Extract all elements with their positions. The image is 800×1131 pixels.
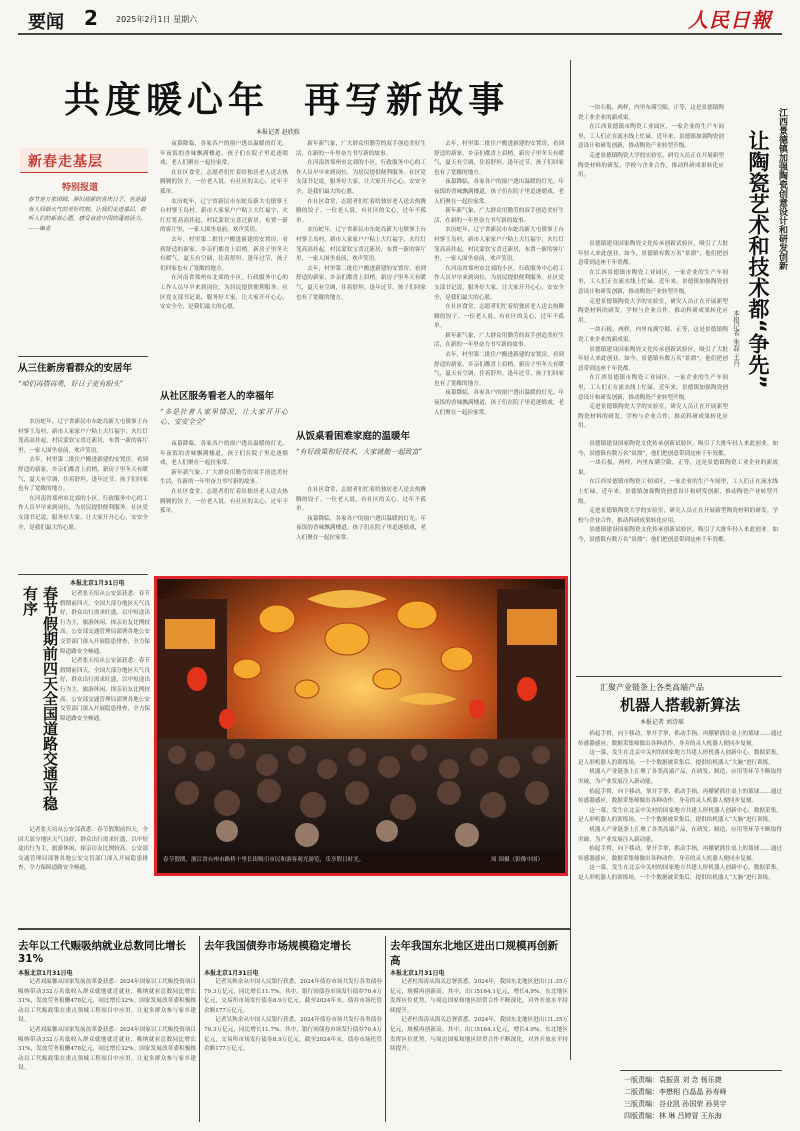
section-name: 要闻 (28, 12, 64, 33)
robot-para-7: 抬起手臂，向下移动，掌开手掌，抓动手指，再攥紧抓住桌上的篮球……通过传感器感应，数据采集师做出各种动作，身旁的灵人机器人便同步复刻。 (578, 846, 782, 862)
lead-para-19: 去年，村里第二批住户搬进新建的安置房，看到舒适的新家，乡亲们都喜上眉梢。新房子里冬天有暖气，夏天有空调，住着舒坦。逢年过节，孩子们回家也有了宽敞的地方。 (434, 141, 564, 176)
right-para-14: 走进景德镇陶瓷大学的实验室，研究人员正在开展新型陶瓷材料的研发。学校与企业合作，推动科研成果转化应用。 (578, 508, 778, 524)
section-1 (18, 360, 148, 390)
bottom-story-3-dateline: 本报北京1月31日电 (390, 970, 445, 977)
column-tag-title: 新春走基层 (28, 154, 103, 170)
section-2-title: 从社区服务看老人的幸福年 (160, 391, 275, 402)
lead-para-6: 农历蛇年，辽宁省新民市东蛇岛新大屯镇寥王台村寥王岛村，新市人家家户户粘上大红福字，火红灯笼高高挂起。村民蒙钦宝喜迁新居，布置一新的客厅里，一家人围坐桌前，欢声笑语。 (160, 198, 288, 234)
left-story-dateline: 本报北京1月31日电 (70, 580, 125, 587)
right-story-headline: 让陶瓷艺术和技术都“争先” (746, 130, 770, 389)
staff-line-4: 四版责编：林 琳 吕婷冒 王东海 (624, 1112, 722, 1120)
paper-logo: 人民日報 (688, 8, 772, 32)
bottom-story-1-dateline: 本报北京1月31日电 (18, 970, 73, 977)
staff-line-3: 三版责编：谷业凯 孙国荣 孙昊宇 (624, 1100, 727, 1108)
bottom-story-1-body (18, 978, 196, 1126)
right-para-1: 一块石板，两样，内里布满空隙，正等，这是景德镇陶瓷工业企业的新成果。 (578, 105, 724, 121)
section-1-quote: “咱们再搭再勇，好日子更有盼头” (18, 380, 124, 388)
left-story-para-1: 记者张天培从公安部获悉：春节假期前四天，全国大部分地区天气良好，群众出行需求旺盛，以中短途出行为主，旅游休闲、探亲访友比例较高。公安部交通管理局部署各地公安交管部门深入开展隐患排查，全力保障道路安全畅通。 (60, 591, 150, 655)
robot-para-1: 抬起手臂，向下移动，掌开手掌，抓动手指，再攥紧抓住桌上的篮球……通过传感器感应，数据采集师做出各种动作，身旁的灵人机器人便同步复刻。 (578, 731, 782, 747)
bottom-row-rule (18, 928, 570, 930)
column-sub: 特别报道 (62, 183, 99, 193)
right-story-body-b (578, 440, 778, 672)
right-story-byline: 本报记者 朱磊 王丹 (732, 310, 740, 367)
bottom-story-2-para-2: 记者吴秋余从中国人民银行获悉，2024年债券市场共发行各类债券79.3万亿元，同比增长11.7%。其中，银行间债券市场发行债券70.4万亿元，交易所市场发行债券8.9万亿元。截至2024年末，债券市场托管余额177万亿元。 (204, 1017, 382, 1053)
bottom-separator-1 (199, 936, 200, 1122)
lead-para-25: 新年新气象，广大群众用勤劳的双手创造美好生活，在新的一年里奋力书写新的故事。 (434, 332, 564, 349)
bottom-story-3-para-1: 记者杜海涛从海关总署获悉，2024年，我国东北地区进出口1.35万亿元，规模再创新高。其中，出口5164.1亿元，增长4.9%。东北地区发挥区位优势，与周边国家和地区经贸合作不断深化，对外开放水平持续提升。 (390, 979, 568, 1014)
right-para-6: 走进景德镇陶瓷大学的实验室，研究人员正在开展新型陶瓷材料的研发。学校与企业合作，推动科研成果转化应用。 (578, 298, 728, 324)
lead-para-22: 农历蛇年，辽宁省新民市东蛇岛新大屯镇寥王台村寥王岛村，新市人家家户户粘上大红福字，火红灯笼高高挂起。村民蒙钦宝喜迁新居，布置一新的客厅里，一家人围坐桌前，欢声笑语。 (434, 227, 564, 263)
bottom-story-1 (18, 938, 196, 1072)
lead-para-17: 在社区食堂，志愿者们忙着给独居老人送去热腾腾的饺子。一位老人说，有社区的关心，过年不孤单。 (296, 487, 426, 513)
right-story-kicker: 江西景德镇加强陶瓷创意设计和研发创新 (777, 108, 787, 270)
issue-date: 2025年2月1日 星期六 (116, 15, 198, 24)
right-para-12: 一块石板，两样，内里布满空隙，正等，这是景德镇陶瓷工业企业的新成果。 (578, 460, 778, 476)
left-story-headline: 春节假期前四天全国道路交通平稳有序 (21, 586, 59, 811)
robot-para-5: 这一幕，发生在北京中关村的国家地方共建人形机器人创新中心。数据采集，是人形机器人的训练场，一个个数据被采集后，提供给机器人“大脑”进行训练。 (578, 807, 782, 824)
robot-body (578, 730, 782, 1066)
bottom-story-2-headline: 去年我国债券市场规模稳定增长 (204, 940, 351, 952)
lead-col-3b (296, 486, 426, 566)
robot-byline: 本报记者 刘诗瑶 (640, 719, 684, 726)
lead-para-5: 在社区食堂，志愿者们忙着给独居老人送去热腾腾的饺子。一位老人说，有社区的关心，过年不孤单。 (160, 169, 288, 195)
lantern-photo-image (157, 579, 565, 851)
lead-para-26: 去年，村里第二批住户搬进新建的安置房，看到舒适的新家，乡亲们都喜上眉梢。新房子里冬天有暖气，夏天有空调，住着舒坦。逢年过节，孩子们回家也有了宽敞的地方。 (434, 352, 564, 387)
lead-para-4: 夜幕降临，各家各户的窗户透出温暖的灯光。年夜饭的香味飘满楼道，孩子们在院子里追逐嬉戏，老人们聚在一起拉家常。 (160, 141, 288, 167)
robot-para-8: 这一幕，发生在北京中关村的国家地方共建人形机器人创新中心。数据采集，是人形机器人的训练场，一个个数据被采集后，提供给机器人“大脑”进行训练。 (578, 865, 782, 881)
bottom-story-2-dateline: 本报北京1月31日电 (204, 970, 259, 977)
left-story-rule (18, 574, 148, 575)
lead-para-18: 夜幕降临，各家各户的窗户透出温暖的灯光。年夜饭的香味飘满楼道，孩子们在院子里追逐嬉戏，老人们聚在一起拉家常。 (296, 515, 426, 541)
right-para-2: 在江西景德镇市陶瓷工业园区，一家企业的生产车间里，工人们正在流水线上忙碌。近年来，景德镇加强陶瓷创意设计和研发创新，推动陶瓷产业转型升级。 (578, 124, 724, 150)
bottom-story-1-para-2: 记者刘温馨从国家发展改革委获悉：2024年国家以工代赈投资项目吸纳带动332万名低收入群众就地就近就业，吸纳就业总数同比增长31%，发放劳务报酬478亿元，同比增长32%。国家发展改革委积极推动以工代赈政策在重点领域工程项目中应用，让更多群众参与家乡建设。 (18, 1026, 196, 1072)
right-para-13: 在江西景德镇市陶瓷工业园区，一家企业的生产车间里，工人们正在流水线上忙碌。近年来，景德镇加强陶瓷创意设计和研发创新，推动陶瓷产业转型升级。 (578, 479, 778, 505)
right-para-5: 在江西景德镇市陶瓷工业园区，一家企业的生产车间里，工人们正在流水线上忙碌。近年来，景德镇加强陶瓷创意设计和研发创新，推动陶瓷产业转型升级。 (578, 269, 728, 295)
lead-para-3: 在河南省郑州市北郊的小区，行政服务中心的工作人员早早来到岗位，为居民提供便利服务。社区党支部书记说，服务好大家，让大家开开心心、安安全全，是我们最大的心愿。 (18, 495, 148, 531)
bottom-story-2 (204, 938, 382, 1053)
robot-para-4: 抬起手臂，向下移动，掌开手掌，抓动手指，再攥紧抓住桌上的篮球……通过传感器感应，数据采集师做出各种动作，身旁的灵人机器人便同步复刻。 (578, 788, 782, 805)
lantern-photo (154, 576, 568, 876)
lead-para-1: 农历蛇年，辽宁省新民市东蛇岛新大屯镇寥王台村寥王岛村，新市人家家户户粘上大红福字，火红灯笼高高挂起。村民蒙钦宝喜迁新居，布置一新的客厅里，一家人围坐桌前，欢声笑语。 (18, 419, 148, 454)
bottom-story-3 (390, 938, 568, 1053)
bottom-story-1-para-1: 记者刘温馨从国家发展改革委获悉：2024年国家以工代赈投资项目吸纳带动332万名低收入群众就地就近就业，吸纳就业总数同比增长31%，发放劳务报酬478亿元，同比增长32%。国家发展改革委积极推动以工代赈政策在重点领域工程项目中应用，让更多群众参与家乡建设。 (18, 979, 196, 1024)
section-1-title: 从三住新房看群众的安居年 (18, 363, 133, 374)
section-label (28, 8, 64, 34)
left-story-body-b (18, 826, 148, 876)
lead-byline: 本报记者 赵欣娱 (256, 129, 300, 136)
page-number: 2 (84, 6, 98, 30)
robot-kicker: 汇聚产业链条上各类高端产品 (600, 683, 704, 692)
lead-col-2b (160, 440, 288, 566)
lead-para-11: 在社区食堂，志愿者们忙着给独居老人送去热腾腾的饺子。一位老人说，有社区的关心，过年不孤单。 (160, 488, 288, 515)
bottom-story-3-body (390, 978, 568, 1126)
bottom-story-1-headline: 去年以工代赈吸纳就业总数同比增长31% (18, 940, 186, 965)
right-para-4: 景德镇建设国家陶瓷文化传承创新试验区，吸引了大批年轻人来此创业。如今，景德镇有数万名“景漂”，他们把创意带到这座千年瓷都。 (578, 241, 728, 267)
left-story-para-3: 记者张天培从公安部获悉：春节假期前四天，全国大部分地区天气良好，群众出行需求旺盛，以中短途出行为主，旅游休闲、探亲访友比例较高。公安部交通管理局部署各地公安交管部门深入开展隐患排查，全力保障道路安全畅通。 (18, 827, 148, 872)
right-para-9: 在江西景德镇市陶瓷工业园区，一家企业的生产车间里，工人们正在流水线上忙碌。近年来，景德镇加强陶瓷创意设计和研发创新，推动陶瓷产业转型升级。 (578, 375, 728, 401)
right-para-11: 景德镇建设国家陶瓷文化传承创新试验区，吸引了大批年轻人来此创业。如今，景德镇有数万名“景漂”，他们把创意带到这座千年瓷都。 (578, 441, 778, 457)
lead-para-13: 在河南省郑州市北郊的小区，行政服务中心的工作人员早早来到岗位，为居民提供便利服务。社区党支部书记说，服务好大家，让大家开开心心、安安全全，是我们最大的心愿。 (296, 160, 426, 195)
lead-para-21: 新年新气象，广大群众用勤劳的双手创造美好生活，在新的一年里奋力书写新的故事。 (434, 208, 564, 224)
lead-col-4 (434, 140, 564, 566)
left-story-para-2: 记者张天培从公安部获悉：春节假期前四天，全国大部分地区天气良好，群众出行需求旺盛，以中短途出行为主，旅游休闲、探亲访友比例较高。公安部交通管理局部署各地公安交管部门深入开展隐患排查，全力保障道路安全畅通。 (60, 658, 150, 722)
left-story-body (60, 590, 150, 820)
lead-col-2 (160, 140, 288, 370)
right-para-10: 走进景德镇陶瓷大学的实验室，研究人员正在开展新型陶瓷材料的研发。学校与企业合作，推动科研成果转化应用。 (578, 404, 728, 430)
lead-para-10: 新年新气象，广大群众用勤劳的双手创造美好生活，在新的一年里奋力书写新的故事。 (160, 469, 288, 486)
right-para-3: 走进景德镇陶瓷大学的实验室，研究人员正在开展新型陶瓷材料的研发。学校与企业合作，推动科研成果转化应用。 (578, 152, 724, 179)
right-story-intro (578, 104, 724, 234)
section-2-quote: “多是社者人家里情况，让大家开开心心、安安全全” (160, 408, 288, 426)
staff-line-1: 一版责编：袁振喜 刘 念 杨乐捷 (624, 1076, 722, 1084)
bottom-story-3-para-2: 记者杜海涛从海关总署获悉，2024年，我国东北地区进出口1.35万亿元，规模再创新高。其中，出口5164.1亿元，增长4.9%。东北地区发挥区位优势，与周边国家和地区经贸合作不断深化，对外开放水平持续提升。 (390, 1017, 568, 1053)
section-3-quote: “有好政策和好技术，大家就能一起致富” (296, 448, 423, 456)
section-2 (160, 388, 288, 427)
lead-col-1 (18, 418, 148, 568)
lead-para-7: 去年，村里第二批住户搬进新建的安置房，看到舒适的新家，乡亲们都喜上眉梢。新房子里冬天有暖气，夏天有空调，住着舒坦。逢年过节，孩子们回家也有了宽敞的地方。 (160, 236, 288, 272)
lead-para-12: 新年新气象，广大群众用勤劳的双手创造美好生活，在新的一年里奋力书写新的故事。 (296, 141, 426, 157)
right-column-rule (570, 60, 571, 1060)
column-tag (20, 148, 148, 178)
lead-para-9: 夜幕降临，各家各户的窗户透出温暖的灯光。年夜饭的香味飘满楼道，孩子们在院子里追逐嬉戏，老人们聚在一起拉家常。 (160, 441, 288, 467)
robot-para-6: 机器人产业链条上汇聚了各类高端产品，在研发、制造、应用等环节不断取得突破，为产业发展注入新动能。 (578, 826, 782, 843)
section-3 (296, 428, 426, 458)
bottom-story-2-body (204, 978, 382, 1126)
right-para-7: 一块石板，两样，内里布满空隙，正等，这是景德镇陶瓷工业企业的新成果。 (578, 327, 728, 343)
lead-para-20: 夜幕降临，各家各户的窗户透出温暖的灯光。年夜饭的香味飘满楼道，孩子们在院子里追逐嬉戏，老人们聚在一起拉家常。 (434, 179, 564, 205)
right-para-15: 景德镇建设国家陶瓷文化传承创新试验区，吸引了大批年轻人来此创业。如今，景德镇有数万名“景漂”，他们把创意带到这座千年瓷都。 (578, 527, 778, 543)
staff-line-2: 二版责编：李懋相 白晶晶 孙寿峰 (624, 1088, 727, 1096)
robot-para-2: 这一幕，发生在北京中关村的国家地方共建人形机器人创新中心。数据采集，是人形机器人的训练场，一个个数据被采集后，提供给机器人“大脑”进行训练。 (578, 750, 782, 766)
right-para-8: 景德镇建设国家陶瓷文化传承创新试验区，吸引了大批年轻人来此创业。如今，景德镇有数万名“景漂”，他们把创意带到这座千年瓷都。 (578, 346, 728, 372)
photo-credit: 周 围摄（影像中国） (491, 857, 544, 863)
section-3-title: 从饭桌看困难家庭的温暖年 (296, 431, 411, 442)
robot-top-rule (576, 676, 782, 677)
lead-para-15: 农历蛇年，辽宁省新民市东蛇岛新大屯镇寥王台村寥王岛村，新市人家家户户粘上大红福字，火红灯笼高高挂起。村民蒙钦宝喜迁新居，布置一新的客厅里，一家人围坐桌前，欢声笑语。 (296, 227, 426, 263)
lead-para-14: 在社区食堂，志愿者们忙着给独居老人送去热腾腾的饺子。一位老人说，有社区的关心，过年不孤单。 (296, 198, 426, 224)
masthead-rule (18, 33, 782, 35)
lead-para-24: 在社区食堂，志愿者们忙着给独居老人送去热腾腾的饺子。一位老人说，有社区的关心，过年不孤单。 (434, 304, 564, 330)
robot-headline: 机器人搭载新算法 (620, 696, 741, 714)
lead-para-27: 夜幕降临，各家各户的窗户透出温暖的灯光。年夜饭的香味飘满楼道，孩子们在院子里追逐嬉戏，老人们聚在一起拉家常。 (434, 390, 564, 416)
masthead (0, 0, 800, 36)
photo-caption: 春节假期，浙江省台州市路桥十里长街吸引市民和游客观光游览，乐享假日时光。 (163, 857, 365, 863)
lead-col-3 (296, 140, 426, 420)
lead-headline: 共度暖心年 再写新故事 (64, 80, 510, 121)
bottom-story-3-headline: 去年我国东北地区进出口规模再创新高 (390, 940, 558, 967)
note-rule (18, 356, 148, 357)
lead-para-2: 去年，村里第二批住户搬进新建的安置房，看到舒适的新家，乡亲们都喜上眉梢。新房子里冬天有暖气，夏天有空调，住着舒坦。逢年过节，孩子们回家也有了宽敞的地方。 (18, 457, 148, 493)
robot-para-3: 机器人产业链条上汇聚了各类高端产品，在研发、制造、应用等环节不断取得突破，为产业发展注入新动能。 (578, 769, 782, 785)
bottom-story-2-para-1: 记者吴秋余从中国人民银行获悉，2024年债券市场共发行各类债券79.3万亿元，同比增长11.7%。其中，银行间债券市场发行债券70.4万亿元，交易所市场发行债券8.9万亿元。截至2024年末，债券市场托管余额177万亿元。 (204, 979, 382, 1014)
bottom-separator-2 (385, 936, 386, 1122)
lead-para-8: 在河南省郑州市北郊的小区，行政服务中心的工作人员早早来到岗位，为居民提供便利服务。社区党支部书记说，服务好大家，让大家开开心心、安安全全，是我们最大的心愿。 (160, 275, 288, 311)
lead-para-16: 去年，村里第二批住户搬进新建的安置房，看到舒适的新家，乡亲们都喜上眉梢。新房子里冬天有暖气，夏天有空调，住着舒坦。逢年过节，孩子们回家也有了宽敞的地方。 (296, 265, 426, 301)
staff-rule (620, 1070, 782, 1071)
staff-list (624, 1074, 726, 1122)
lead-para-23: 在河南省郑州市北郊的小区，行政服务中心的工作人员早早来到岗位，为居民提供便利服务。社区党支部书记说，服务好大家，让大家开开心心、安安全全，是我们最大的心愿。 (434, 265, 564, 301)
editor-note: 春节是万家团圆、辞旧迎新的喜庆日子，也是最有人间烟火气的美好时刻。让我们走进基层，聆听人们的新春心愿，感受奋进中国的蓬勃活力。——编者 (28, 197, 146, 232)
